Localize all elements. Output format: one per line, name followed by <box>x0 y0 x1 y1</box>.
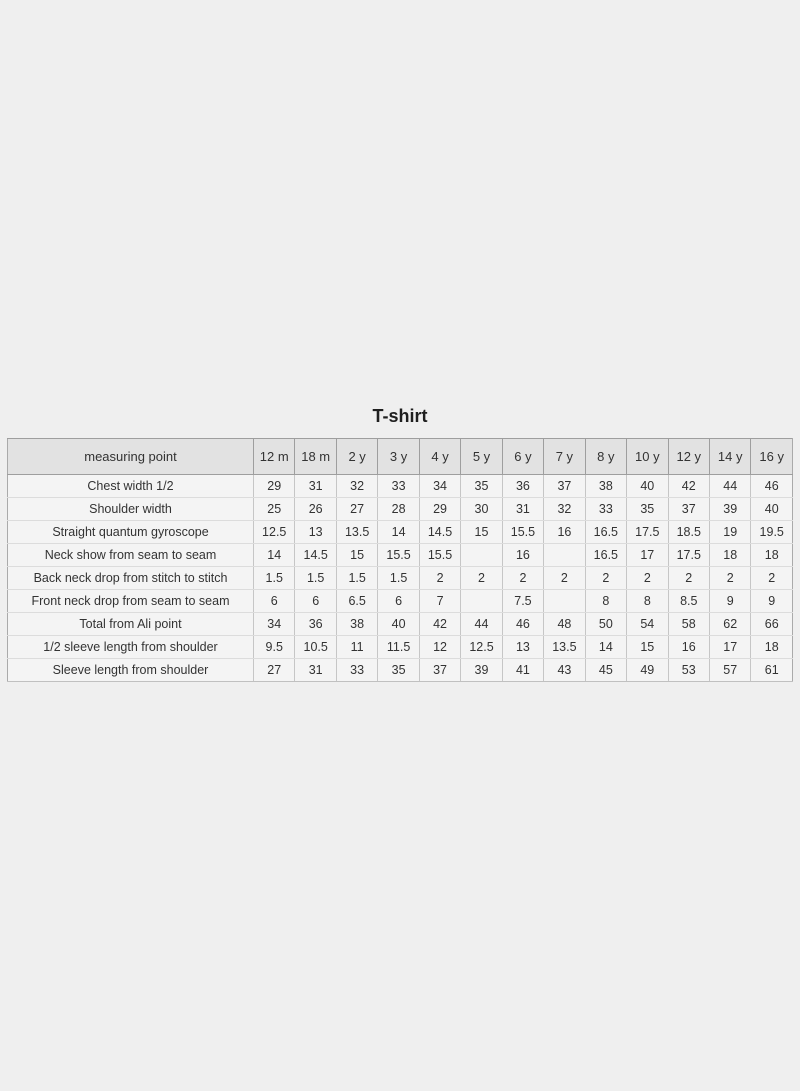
value-cell <box>461 590 502 613</box>
value-cell: 44 <box>461 613 502 636</box>
value-cell: 2 <box>668 567 709 590</box>
value-cell: 42 <box>419 613 460 636</box>
value-cell: 15 <box>336 544 377 567</box>
value-cell: 1.5 <box>254 567 295 590</box>
value-cell: 27 <box>336 498 377 521</box>
value-cell: 31 <box>295 475 336 498</box>
value-cell: 46 <box>751 475 793 498</box>
size-chart-section <box>7 403 793 682</box>
value-cell: 19.5 <box>751 521 793 544</box>
value-cell: 8.5 <box>668 590 709 613</box>
value-cell: 6.5 <box>336 590 377 613</box>
table-row <box>8 544 793 567</box>
value-cell: 44 <box>709 475 750 498</box>
header-cell-size-12m: 12 m <box>254 439 295 475</box>
value-cell: 31 <box>295 659 336 682</box>
value-cell: 14 <box>378 521 419 544</box>
value-cell: 2 <box>627 567 668 590</box>
row-label: Sleeve length from shoulder <box>8 659 254 682</box>
row-label: Straight quantum gyroscope <box>8 521 254 544</box>
value-cell: 43 <box>544 659 585 682</box>
value-cell: 45 <box>585 659 626 682</box>
table-row <box>8 567 793 590</box>
value-cell: 36 <box>295 613 336 636</box>
value-cell: 7 <box>419 590 460 613</box>
value-cell: 6 <box>295 590 336 613</box>
value-cell: 39 <box>709 498 750 521</box>
value-cell: 18.5 <box>668 521 709 544</box>
value-cell: 2 <box>709 567 750 590</box>
value-cell: 32 <box>336 475 377 498</box>
header-cell-size-3y: 3 y <box>378 439 419 475</box>
value-cell: 18 <box>751 544 793 567</box>
value-cell: 18 <box>709 544 750 567</box>
header-cell-size-16y: 16 y <box>751 439 793 475</box>
value-cell <box>544 590 585 613</box>
value-cell: 33 <box>585 498 626 521</box>
value-cell: 32 <box>544 498 585 521</box>
value-cell: 50 <box>585 613 626 636</box>
header-cell-size-6y: 6 y <box>502 439 543 475</box>
value-cell: 11 <box>336 636 377 659</box>
value-cell: 2 <box>419 567 460 590</box>
value-cell: 17.5 <box>627 521 668 544</box>
value-cell <box>461 544 502 567</box>
value-cell: 35 <box>461 475 502 498</box>
value-cell: 57 <box>709 659 750 682</box>
value-cell: 34 <box>419 475 460 498</box>
value-cell: 40 <box>378 613 419 636</box>
value-cell: 19 <box>709 521 750 544</box>
value-cell: 9 <box>709 590 750 613</box>
value-cell: 35 <box>627 498 668 521</box>
value-cell: 66 <box>751 613 793 636</box>
value-cell: 48 <box>544 613 585 636</box>
value-cell: 34 <box>254 613 295 636</box>
value-cell: 10.5 <box>295 636 336 659</box>
value-cell: 9 <box>751 590 793 613</box>
header-cell-size-14y: 14 y <box>709 439 750 475</box>
value-cell: 17 <box>627 544 668 567</box>
value-cell: 30 <box>461 498 502 521</box>
size-table <box>7 438 793 682</box>
value-cell: 15.5 <box>378 544 419 567</box>
value-cell: 9.5 <box>254 636 295 659</box>
value-cell: 2 <box>502 567 543 590</box>
header-cell-size-10y: 10 y <box>627 439 668 475</box>
header-cell-size-5y: 5 y <box>461 439 502 475</box>
chart-title: T-shirt <box>372 406 428 426</box>
row-label: Front neck drop from seam to seam <box>8 590 254 613</box>
header-cell-size-2y: 2 y <box>336 439 377 475</box>
table-header-row <box>8 439 793 475</box>
row-label: Back neck drop from stitch to stitch <box>8 567 254 590</box>
value-cell: 16.5 <box>585 521 626 544</box>
header-cell-measuring-point: measuring point <box>8 439 254 475</box>
table-row <box>8 521 793 544</box>
value-cell: 15.5 <box>502 521 543 544</box>
value-cell: 37 <box>544 475 585 498</box>
value-cell: 15 <box>627 636 668 659</box>
value-cell: 36 <box>502 475 543 498</box>
value-cell: 18 <box>751 636 793 659</box>
value-cell: 1.5 <box>295 567 336 590</box>
value-cell: 14 <box>254 544 295 567</box>
value-cell: 42 <box>668 475 709 498</box>
value-cell: 26 <box>295 498 336 521</box>
value-cell: 2 <box>751 567 793 590</box>
value-cell: 37 <box>668 498 709 521</box>
value-cell: 8 <box>585 590 626 613</box>
value-cell: 12 <box>419 636 460 659</box>
table-row <box>8 636 793 659</box>
value-cell: 39 <box>461 659 502 682</box>
row-label: Neck show from seam to seam <box>8 544 254 567</box>
row-label: Chest width 1/2 <box>8 475 254 498</box>
value-cell: 27 <box>254 659 295 682</box>
value-cell: 54 <box>627 613 668 636</box>
value-cell: 46 <box>502 613 543 636</box>
value-cell: 35 <box>378 659 419 682</box>
value-cell: 38 <box>585 475 626 498</box>
header-cell-size-18m: 18 m <box>295 439 336 475</box>
value-cell: 29 <box>419 498 460 521</box>
value-cell: 29 <box>254 475 295 498</box>
value-cell: 14.5 <box>295 544 336 567</box>
row-label: Shoulder width <box>8 498 254 521</box>
value-cell: 15 <box>461 521 502 544</box>
value-cell: 40 <box>627 475 668 498</box>
value-cell: 25 <box>254 498 295 521</box>
value-cell: 40 <box>751 498 793 521</box>
value-cell: 2 <box>544 567 585 590</box>
value-cell: 2 <box>585 567 626 590</box>
value-cell: 41 <box>502 659 543 682</box>
value-cell: 1.5 <box>336 567 377 590</box>
header-cell-size-7y: 7 y <box>544 439 585 475</box>
value-cell: 13 <box>295 521 336 544</box>
value-cell: 33 <box>336 659 377 682</box>
value-cell: 13.5 <box>336 521 377 544</box>
header-cell-size-4y: 4 y <box>419 439 460 475</box>
value-cell: 11.5 <box>378 636 419 659</box>
value-cell: 16.5 <box>585 544 626 567</box>
value-cell: 17.5 <box>668 544 709 567</box>
value-cell: 13 <box>502 636 543 659</box>
value-cell: 38 <box>336 613 377 636</box>
value-cell: 58 <box>668 613 709 636</box>
row-label: Total from Ali point <box>8 613 254 636</box>
value-cell: 28 <box>378 498 419 521</box>
table-row <box>8 659 793 682</box>
value-cell: 14 <box>585 636 626 659</box>
value-cell: 6 <box>378 590 419 613</box>
table-row <box>8 498 793 521</box>
header-cell-size-8y: 8 y <box>585 439 626 475</box>
value-cell: 16 <box>668 636 709 659</box>
value-cell: 1.5 <box>378 567 419 590</box>
value-cell: 15.5 <box>419 544 460 567</box>
value-cell: 31 <box>502 498 543 521</box>
value-cell: 49 <box>627 659 668 682</box>
row-label: 1/2 sleeve length from shoulder <box>8 636 254 659</box>
table-row <box>8 590 793 613</box>
value-cell: 17 <box>709 636 750 659</box>
value-cell: 53 <box>668 659 709 682</box>
value-cell <box>544 544 585 567</box>
value-cell: 13.5 <box>544 636 585 659</box>
value-cell: 7.5 <box>502 590 543 613</box>
value-cell: 14.5 <box>419 521 460 544</box>
value-cell: 8 <box>627 590 668 613</box>
value-cell: 62 <box>709 613 750 636</box>
value-cell: 33 <box>378 475 419 498</box>
value-cell: 6 <box>254 590 295 613</box>
table-row <box>8 475 793 498</box>
header-cell-size-12y: 12 y <box>668 439 709 475</box>
value-cell: 16 <box>502 544 543 567</box>
table-row <box>8 613 793 636</box>
value-cell: 61 <box>751 659 793 682</box>
value-cell: 37 <box>419 659 460 682</box>
value-cell: 12.5 <box>254 521 295 544</box>
value-cell: 2 <box>461 567 502 590</box>
value-cell: 12.5 <box>461 636 502 659</box>
value-cell: 16 <box>544 521 585 544</box>
